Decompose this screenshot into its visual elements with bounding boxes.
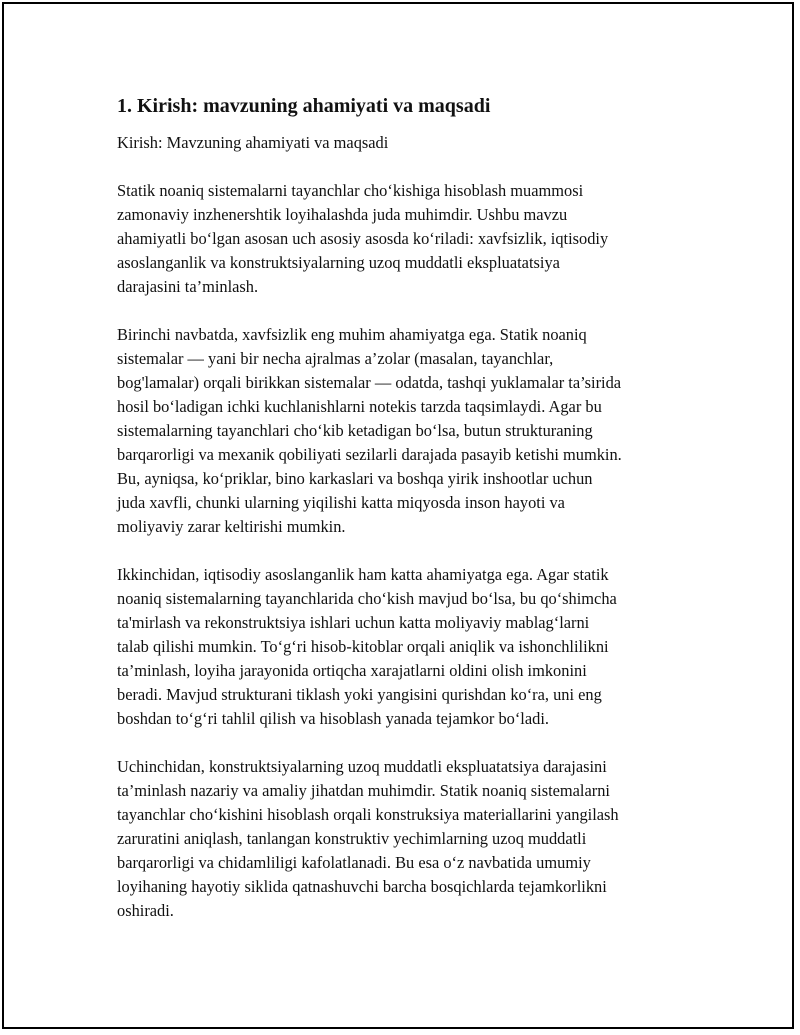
- paragraph-line: barqarorligi va chidamliligi kafolatlanadi. Bu esa o‘z navbatida umumiy: [117, 853, 591, 872]
- paragraph-line: Birinchi navbatda, xavfsizlik eng muhim ahamiyatga ega. Statik noaniq: [117, 325, 587, 344]
- section-heading: 1. Kirish: mavzuning ahamiyati va maqsadi: [117, 95, 491, 117]
- paragraph-line: Bu, ayniqsa, ko‘priklar, bino karkaslari va boshqa yirik inshootlar uchun: [117, 469, 593, 488]
- paragraph-line: zaruratini aniqlash, tanlangan konstruktiv yechimlarning uzoq muddatli: [117, 829, 587, 848]
- paragraph-line: hosil bo‘ladigan ichki kuchlanishlarni notekis tarzda taqsimlaydi. Agar bu: [117, 397, 602, 416]
- section-subheading: Kirish: Mavzuning ahamiyati va maqsadi: [117, 133, 389, 152]
- paragraph-line: oshiradi.: [117, 901, 174, 920]
- paragraph-line: loyihaning hayotiy siklida qatnashuvchi barcha bosqichlarda tejamkorlikni: [117, 877, 607, 896]
- paragraph-line: ta'mirlash va rekonstruktsiya ishlari uchun katta moliyaviy mablag‘larni: [117, 613, 590, 632]
- paragraph-line: Uchinchidan, konstruktsiyalarning uzoq muddatli ekspluatatsiya darajasini: [117, 757, 607, 776]
- paragraph-line: sistemalarning tayanchlari cho‘kib ketadigan bo‘lsa, butun strukturaning: [117, 421, 593, 440]
- paragraph-line: talab qilishi mumkin. To‘g‘ri hisob-kitoblar orqali aniqlik va ishonchlilikni: [117, 637, 609, 656]
- paragraph-line: ta’minlash nazariy va amaliy jihatdan muhimdir. Statik noaniq sistemalarni: [117, 781, 610, 800]
- paragraph-line: Ikkinchidan, iqtisodiy asoslanganlik ham katta ahamiyatga ega. Agar statik: [117, 565, 609, 584]
- paragraph-line: asoslanganlik va konstruktsiyalarning uzoq muddatli ekspluatatsiya: [117, 253, 560, 272]
- paragraph-safety: [117, 323, 687, 539]
- paragraph-line: bog'lamalar) orqali birikkan sistemalar — odatda, tashqi yuklamalar ta’sirida: [117, 373, 622, 392]
- paragraph-line: zamonaviy inzhenershtik loyihalashda juda muhimdir. Ushbu mavzu: [117, 205, 568, 224]
- paragraph-line: beradi. Mavjud strukturani tiklash yoki yangisini qurishdan ko‘ra, uni eng: [117, 685, 602, 704]
- paragraph-economic: [117, 563, 687, 731]
- paragraph-line: boshdan to‘g‘ri tahlil qilish va hisoblash yanada tejamkor bo‘ladi.: [117, 709, 549, 728]
- paragraph-longevity: [117, 755, 687, 923]
- paragraph-line: Statik noaniq sistemalarni tayanchlar cho‘kishiga hisoblash muammosi: [117, 181, 584, 200]
- paragraph-line: darajasini ta’minlash.: [117, 277, 259, 296]
- paragraph-line: ahamiyatli bo‘lgan asosan uch asosiy asosda ko‘riladi: xavfsizlik, iqtisodiy: [117, 229, 609, 248]
- paragraph-line: ta’minlash, loyiha jarayonida ortiqcha xarajatlarni oldini olish imkonini: [117, 661, 587, 680]
- paragraph-line: sistemalar — yani bir necha ajralmas a’zolar (masalan, tayanchlar,: [117, 349, 554, 368]
- paragraph-line: moliyaviy zarar keltirishi mumkin.: [117, 517, 346, 536]
- paragraph-line: noaniq sistemalarning tayanchlarida cho‘kish mavjud bo‘lsa, bu qo‘shimcha: [117, 589, 617, 608]
- paragraph-line: tayanchlar cho‘kishini hisoblash orqali konstruksiya materiallarini yangilash: [117, 805, 619, 824]
- paragraph-line: barqarorligi va mexanik qobiliyati sezilarli darajada pasayib ketishi mumkin.: [117, 445, 622, 464]
- paragraph-importance-overview: [117, 179, 687, 299]
- document-body: [117, 93, 687, 947]
- paragraph-line: juda xavfli, chunki ularning yiqilishi katta miqyosda inson hayoti va: [117, 493, 565, 512]
